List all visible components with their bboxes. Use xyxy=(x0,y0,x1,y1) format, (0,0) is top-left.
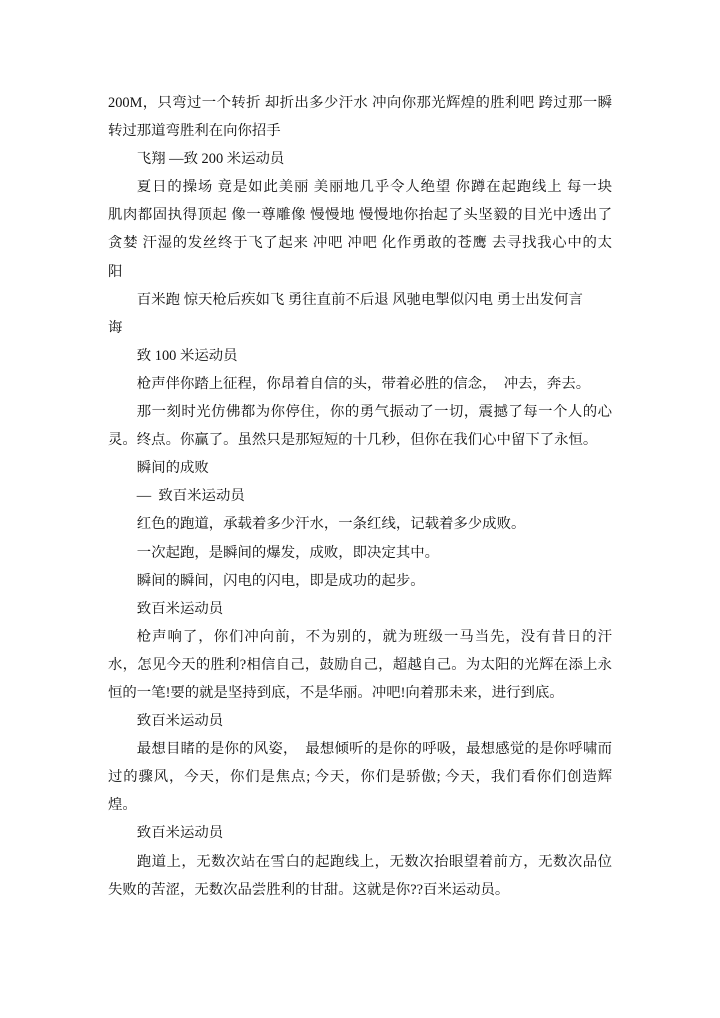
text-line: 水，怎见今天的胜利?相信自己，鼓励自己，超越自己。为太阳的光辉在添上永 xyxy=(108,656,612,673)
poem-title-text: 致百米运动员 xyxy=(136,825,224,842)
text-line: 贪婪 汗湿的发丝终于飞了起来 冲吧 冲吧 化作勇敢的苍鹰 去寻找我心中的太 xyxy=(108,235,612,252)
poem-title xyxy=(108,595,612,623)
poem-title xyxy=(108,707,612,735)
paragraph xyxy=(108,370,612,398)
poem-title-text: 瞬间的成败 xyxy=(136,460,209,477)
text-line: 枪声响了，你们冲向前，不为别的，就为班级一马当先，没有昔日的汗 xyxy=(136,628,612,645)
text-line: 失败的苦涩，无数次品尝胜利的甘甜。这就是你??百米运动员。 xyxy=(108,881,510,898)
poem-title xyxy=(108,819,612,847)
paragraph xyxy=(108,398,612,454)
text-line: 200M，只弯过一个转折 却折出多少汗水 冲向你那光辉煌的胜利吧 跨过那一瞬 xyxy=(108,95,612,111)
poem-subtitle xyxy=(108,482,612,510)
poem-title xyxy=(108,342,612,370)
paragraph xyxy=(108,173,612,285)
paragraph xyxy=(108,539,612,567)
text-line: 过的骤风，今天，你们是焦点; 今天，你们是骄傲; 今天，我们看你们创造辉 xyxy=(108,769,612,786)
poem-subtitle-text: — 致百米运动员 xyxy=(136,488,245,505)
text-line: 瞬间的瞬间，闪电的闪电，即是成功的起步。 xyxy=(136,572,425,589)
text-line: 煌。 xyxy=(108,797,137,814)
paragraph xyxy=(108,623,612,707)
paragraph xyxy=(108,848,612,904)
poem-title xyxy=(108,454,612,482)
text-line: 一次起跑，是瞬间的爆发，成败，即决定其中。 xyxy=(136,544,440,561)
text-line: 阳 xyxy=(108,263,123,280)
poem-title-text: 致百米运动员 xyxy=(136,713,224,730)
text-line: 转过那道弯胜利在向你招手 xyxy=(108,123,281,140)
text-line: 夏日的操场 竟是如此美丽 美丽地几乎令人绝望 你蹲在起跑线上 每一块 xyxy=(136,179,612,196)
poem-title-text: 飞翔 —致 200 米运动员 xyxy=(136,151,285,168)
poem-title-text: 致 100 米运动员 xyxy=(136,347,238,364)
text-line: 恒的一笔!要的就是坚持到底，不是华丽。冲吧!向着那未来，进行到底。 xyxy=(108,684,564,701)
text-line: 枪声伴你踏上征程，你昂着自信的头，带着必胜的信念， 冲去，奔去。 xyxy=(136,375,591,392)
paragraph xyxy=(108,286,612,342)
poem-title xyxy=(108,145,612,173)
poem-title-text: 致百米运动员 xyxy=(136,600,224,617)
text-line: 最想目睹的是你的风姿， 最想倾听的是你的呼吸，最想感觉的是你呼啸而 xyxy=(136,741,612,758)
paragraph xyxy=(108,735,612,819)
document-body xyxy=(108,89,612,904)
text-line: 肌肉都固执得顶起 像一尊雕像 慢慢地 慢慢地你抬起了头坚毅的目光中透出了 xyxy=(108,207,612,224)
text-line: 百米跑 惊天枪后疾如飞 勇往直前不后退 风驰电掣似闪电 勇士出发何言 xyxy=(136,291,583,308)
text-line: 那一刻时光仿佛都为你停住，你的勇气振动了一切，震撼了每一个人的心 xyxy=(136,404,612,421)
text-line: 灵。终点。你赢了。虽然只是那短短的十几秒，但你在我们心中留下了永恒。 xyxy=(108,432,598,449)
text-line: 红色的跑道，承载着多少汗水，一条红线，记载着多少成败。 xyxy=(136,516,526,533)
paragraph xyxy=(108,89,612,145)
paragraph xyxy=(108,567,612,595)
paragraph xyxy=(108,510,612,538)
text-line: 跑道上，无数次站在雪白的起跑线上，无数次抬眼望着前方，无数次品位 xyxy=(136,853,612,870)
text-line: 诲 xyxy=(108,319,123,336)
